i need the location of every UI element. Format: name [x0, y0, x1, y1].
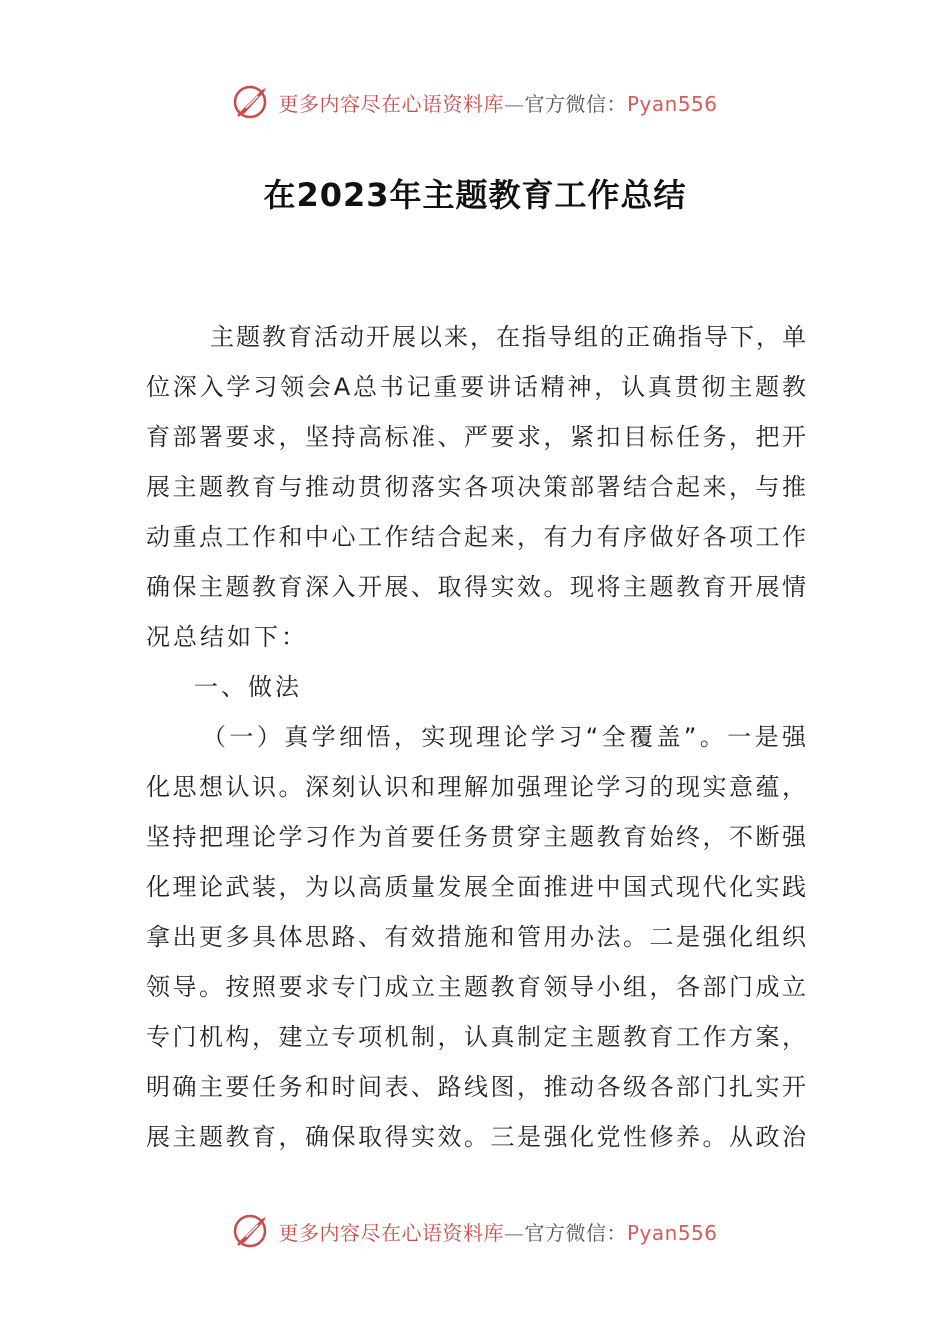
paragraph-line: 明确主要任务和时间表、路线图，推动各级各部门扎实开 — [146, 1073, 806, 1101]
paragraph-line: 化理论武装，为以高质量发展全面推进中国式现代化实践 — [146, 873, 806, 901]
header-watermark-banner — [0, 80, 950, 124]
paragraph-line: 展主题教育，确保取得实效。三是强化党性修养。从政治 — [146, 1123, 806, 1151]
quill-logo-icon — [232, 1211, 272, 1251]
section-heading: 一、做法 — [194, 673, 302, 701]
watermark-dash: — — [503, 1220, 525, 1245]
paragraph-line: 况总结如下： — [146, 623, 308, 651]
paragraph-line: 展主题教育与推动贯彻落实各项决策部署结合起来，与推 — [146, 473, 806, 501]
paragraph-line: 坚持把理论学习作为首要任务贯穿主题教育始终，不断强 — [146, 823, 806, 851]
watermark-dash: — — [503, 91, 525, 116]
paragraph-line: 确保主题教育深入开展、取得实效。现将主题教育开展情 — [146, 573, 806, 601]
paragraph-line: 专门机构，建立专项机制，认真制定主题教育工作方案， — [146, 1023, 806, 1051]
paragraph-line: 动重点工作和中心工作结合起来，有力有序做好各项工作 — [146, 523, 806, 551]
paragraph-line: 主题教育活动开展以来，在指导组的正确指导下，单 — [210, 323, 806, 351]
paragraph-line: 位深入学习领会A总书记重要讲话精神，认真贯彻主题教 — [146, 373, 806, 401]
watermark-main: 更多内容尽在心语资料库 — [278, 91, 504, 116]
paragraph-line: （一）真学细悟，实现理论学习“全覆盖”。一是强 — [202, 723, 806, 751]
document-body — [146, 312, 806, 1162]
watermark-wechat-label: 官方微信： — [524, 1220, 627, 1245]
document-title: 在2023年主题教育工作总结 — [263, 176, 687, 214]
paragraph-line: 领导。按照要求专门成立主题教育领导小组，各部门成立 — [146, 973, 806, 1001]
watermark-wechat-id: Pyan556 — [626, 91, 718, 116]
watermark-text — [278, 88, 717, 117]
footer-watermark-banner — [0, 1209, 950, 1253]
watermark-wechat-label: 官方微信： — [524, 91, 627, 116]
watermark-main: 更多内容尽在心语资料库 — [278, 1220, 504, 1245]
paragraph-line: 拿出更多具体思路、有效措施和管用办法。二是强化组织 — [146, 923, 806, 951]
paragraph-line: 化思想认识。深刻认识和理解加强理论学习的现实意蕴， — [146, 773, 806, 801]
paragraph-line: 育部署要求，坚持高标准、严要求，紧扣目标任务，把开 — [146, 423, 806, 451]
watermark-text — [278, 1217, 717, 1246]
watermark-wechat-id: Pyan556 — [626, 1220, 718, 1245]
quill-logo-icon — [232, 82, 272, 122]
